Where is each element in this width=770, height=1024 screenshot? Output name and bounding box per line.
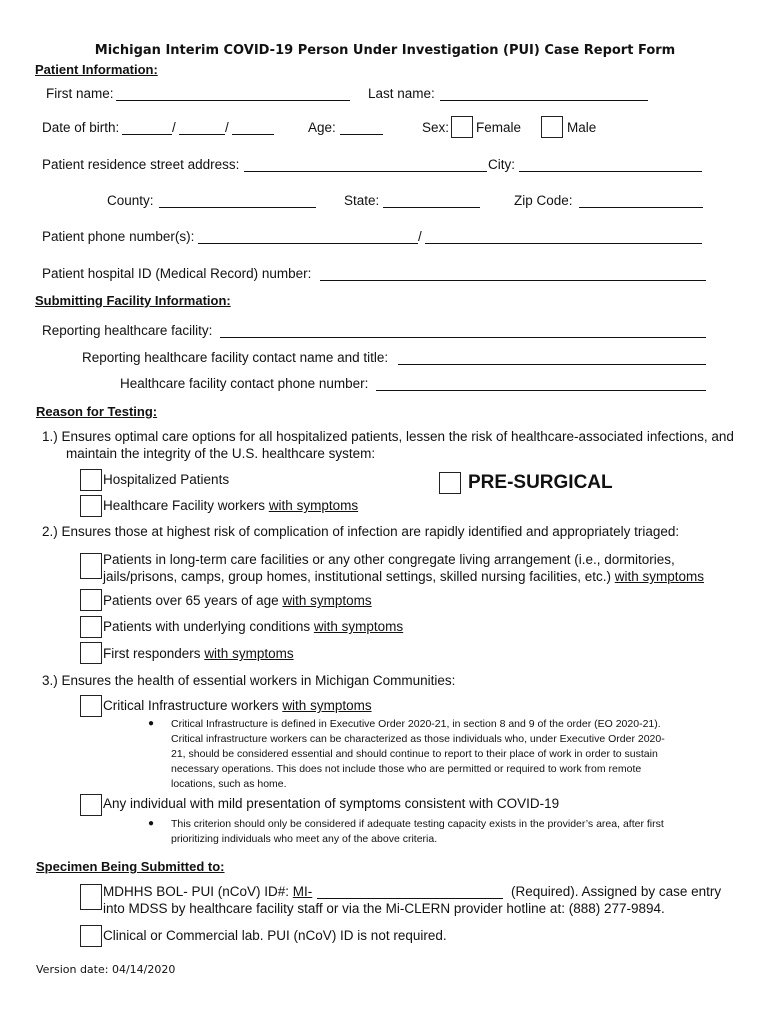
ltc-label: Patients in long-term care facilities or any other congregate living arrangement (i.e., dormitories, — [103, 552, 675, 567]
dob-month-field[interactable] — [122, 134, 172, 135]
county-label: County: — [107, 193, 154, 208]
phone-field-1[interactable] — [198, 243, 418, 244]
with-symptoms-text: with symptoms — [282, 698, 372, 713]
zip-label: Zip Code: — [514, 193, 573, 208]
bullet-icon: ● — [148, 818, 155, 829]
state-label: State: — [344, 193, 380, 208]
with-symptoms-text: with symptoms — [282, 593, 372, 608]
address-field[interactable] — [244, 171, 487, 172]
facility-contact-field[interactable] — [398, 364, 706, 365]
with-symptoms-text: with symptoms — [614, 569, 705, 584]
last-name-field[interactable] — [440, 100, 648, 101]
critical-checkbox[interactable] — [80, 695, 102, 717]
facility-phone-label: Healthcare facility contact phone number: — [120, 376, 369, 391]
over65-label: Patients over 65 years of age with symptoms — [103, 593, 372, 608]
dob-separator: / — [172, 120, 176, 135]
underlying-checkbox[interactable] — [80, 616, 102, 638]
reason-heading: Reason for Testing: — [36, 404, 158, 419]
underlying-label: Patients with underlying conditions with symptoms — [103, 619, 404, 634]
mild-label: Any individual with mild presentation of symptoms consistent with COVID-19 — [103, 796, 560, 811]
mdhhs-id-field[interactable] — [317, 898, 503, 899]
state-field[interactable] — [383, 207, 480, 208]
clinical-lab-label: Clinical or Commercial lab. PUI (nCoV) ID is not required. — [103, 928, 447, 943]
form-title: Michigan Interim COVID-19 Person Under Investigation (PUI) Case Report Form — [94, 43, 676, 58]
hospital-id-field[interactable] — [320, 280, 706, 281]
reason-1-text: 1.) Ensures optimal care options for all hospitalized patients, lessen the risk of healthcare-associated infections, and — [42, 429, 734, 444]
patient-info-heading: Patient Information: — [35, 62, 158, 77]
ci-note-line: Critical infrastructure workers can be characterized as those individuals who, under Executive Order 2020- — [171, 733, 665, 745]
hospitalized-checkbox[interactable] — [80, 469, 102, 491]
mild-note-line: prioritizing individuals who meet any of the above criteria. — [171, 833, 438, 845]
hc-workers-label: Healthcare Facility workers with symptoms — [103, 498, 359, 513]
first-responders-label: First responders with symptoms — [103, 646, 294, 661]
male-checkbox[interactable] — [541, 116, 563, 138]
dob-label: Date of birth: — [42, 120, 120, 135]
ltc-label-cont: jails/prisons, camps, group homes, institutional settings, skilled nursing facilities, etc.) with symptoms — [103, 569, 705, 584]
female-checkbox[interactable] — [451, 116, 473, 138]
phone-field-2[interactable] — [425, 243, 702, 244]
hospital-id-label: Patient hospital ID (Medical Record) number: — [42, 266, 312, 281]
with-symptoms-text: with symptoms — [204, 646, 294, 661]
ci-note-line: 21, should be considered essential and should continue to report to their place of work in order to sustain — [171, 748, 658, 760]
presurgical-label: PRE-SURGICAL — [468, 472, 613, 493]
phone-separator: / — [418, 229, 422, 244]
specimen-heading: Specimen Being Submitted to: — [36, 859, 225, 874]
ci-note-line: Critical Infrastructure is defined in Executive Order 2020-21, in section 8 and 9 of the order (EO 2020-21). — [171, 718, 661, 730]
age-label: Age: — [308, 120, 336, 135]
age-field[interactable] — [340, 134, 383, 135]
over65-checkbox[interactable] — [80, 589, 102, 611]
critical-label: Critical Infrastructure workers with symptoms — [103, 698, 372, 713]
reason-2-text: 2.) Ensures those at highest risk of complication of infection are rapidly identified and appropriately triaged: — [42, 524, 680, 539]
dob-year-field[interactable] — [232, 134, 274, 135]
presurgical-checkbox[interactable] — [439, 472, 461, 494]
clinical-lab-checkbox[interactable] — [80, 925, 102, 947]
first-responders-checkbox[interactable] — [80, 642, 102, 664]
version-date: Version date: 04/14/2020 — [36, 963, 176, 976]
mild-note-line: This criterion should only be considered if adequate testing capacity exists in the provider’s area, after first — [171, 818, 664, 830]
zip-field[interactable] — [579, 207, 703, 208]
hospitalized-label: Hospitalized Patients — [103, 472, 230, 487]
city-label: City: — [488, 157, 515, 172]
sex-label: Sex: — [422, 120, 450, 135]
ci-note-line: necessary operations. This does not include those who are permitted or required to work from remote — [171, 763, 642, 775]
reporting-facility-field[interactable] — [220, 337, 706, 338]
first-name-field[interactable] — [116, 100, 350, 101]
female-label: Female — [476, 120, 522, 135]
dob-day-field[interactable] — [179, 134, 225, 135]
with-symptoms-text: with symptoms — [268, 498, 359, 513]
first-name-label: First name: — [46, 86, 114, 101]
city-field[interactable] — [519, 171, 702, 172]
dob-separator: / — [225, 120, 229, 135]
reporting-facility-label: Reporting healthcare facility: — [42, 323, 213, 338]
reason-3-text: 3.) Ensures the health of essential workers in Michigan Communities: — [42, 673, 456, 688]
facility-contact-label: Reporting healthcare facility contact name and title: — [82, 350, 389, 365]
county-field[interactable] — [159, 207, 316, 208]
bullet-icon: ● — [148, 718, 155, 729]
mdhhs-checkbox[interactable] — [80, 884, 102, 910]
ltc-checkbox[interactable] — [80, 553, 102, 579]
facility-phone-field[interactable] — [376, 390, 706, 391]
male-label: Male — [567, 120, 597, 135]
mdhhs-label-cont: into MDSS by healthcare facility staff or via the Mi-CLERN provider hotline at: (888) 277-9894. — [103, 901, 665, 916]
mdhhs-label-required: (Required). Assigned by case entry — [511, 884, 722, 899]
ci-note-line: locations, such as home. — [171, 778, 287, 790]
last-name-label: Last name: — [368, 86, 435, 101]
mild-checkbox[interactable] — [80, 794, 102, 816]
with-symptoms-text: with symptoms — [313, 619, 404, 634]
mdhhs-label: MDHHS BOL- PUI (nCoV) ID#: MI- — [103, 884, 313, 899]
address-label: Patient residence street address: — [42, 157, 240, 172]
facility-heading: Submitting Facility Information: — [35, 293, 231, 308]
hc-workers-checkbox[interactable] — [80, 495, 102, 517]
reason-1-text-cont: maintain the integrity of the U.S. healthcare system: — [66, 446, 376, 461]
mdhhs-id-prefix: MI- — [292, 884, 313, 899]
phone-label: Patient phone number(s): — [42, 229, 195, 244]
